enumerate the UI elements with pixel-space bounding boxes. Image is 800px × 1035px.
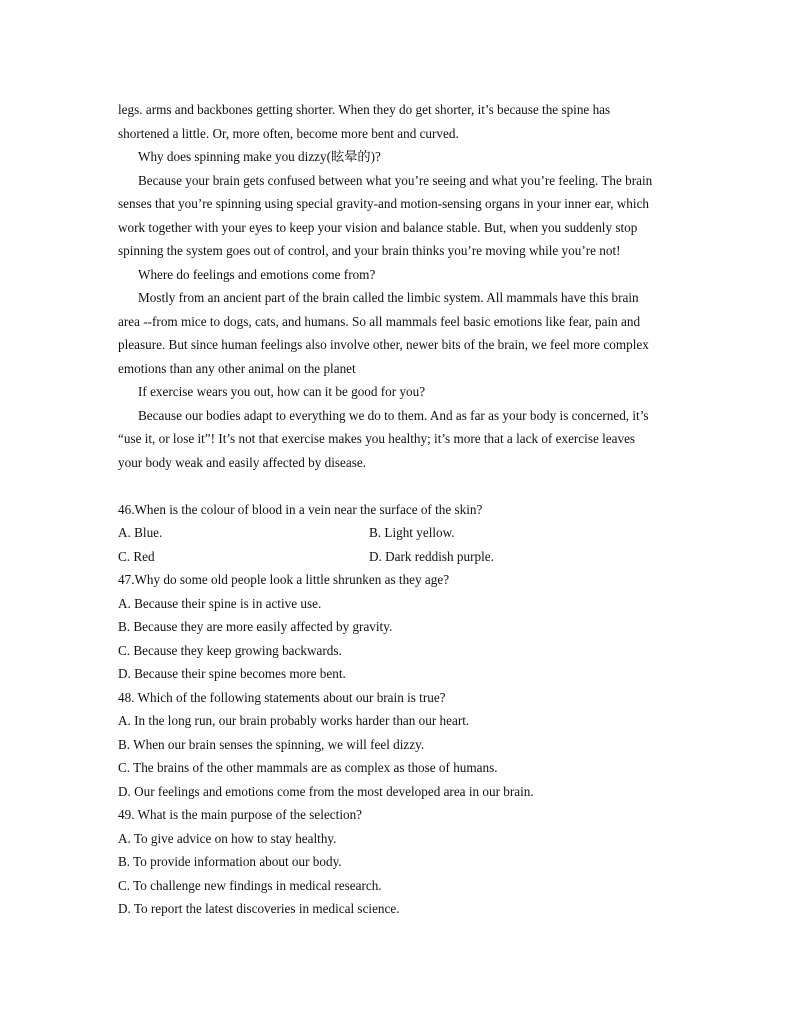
passage-line: pleasure. But since human feelings also involve other, newer bits of the brain, we feel more complex: [118, 337, 649, 352]
document-page: [118, 98, 684, 921]
option-a: A. Blue.: [118, 525, 163, 540]
option-c: C. To challenge new findings in medical research.: [118, 877, 382, 893]
option-d: D. To report the latest discoveries in medical science.: [118, 901, 400, 916]
passage-line: Mostly from an ancient part of the brain called the limbic system. All mammals have this brain: [138, 290, 639, 305]
passage-line: senses that you’re spinning using special gravity-and motion-sensing organs in your inner ear, which: [118, 196, 650, 211]
question-stem: 48. Which of the following statements about our brain is true?: [118, 689, 446, 705]
question-46: [118, 498, 684, 569]
option-b: B. When our brain senses the spinning, we will feel dizzy.: [118, 736, 425, 752]
passage-line: your body weak and easily affected by disease.: [118, 454, 367, 470]
question-47: [118, 568, 684, 686]
subheading-feelings: Where do feelings and emotions come from?: [138, 266, 376, 282]
question-stem: 46.When is the colour of blood in a vein near the surface of the skin?: [118, 501, 483, 517]
option-row: [118, 521, 684, 545]
question-stem: 49. What is the main purpose of the selection?: [118, 807, 363, 822]
question-48: [118, 686, 684, 804]
option-a: A. Because their spine is in active use.: [118, 595, 322, 611]
option-c: C. Red: [118, 548, 155, 564]
question-stem: 47.Why do some old people look a little shrunken as they age?: [118, 572, 450, 587]
passage: [118, 98, 684, 474]
option-c: C. The brains of the other mammals are as complex as those of humans.: [118, 760, 498, 775]
option-row: [118, 545, 684, 569]
passage-line: area --from mice to dogs, cats, and humans. So all mammals feel basic emotions like fear, pain and: [118, 313, 641, 329]
passage-line: Because your brain gets confused between what you’re seeing and what you’re feeling. The brain: [138, 172, 653, 188]
section-gap: [118, 474, 684, 498]
question-49: [118, 803, 684, 921]
option-a: A. In the long run, our brain probably works harder than our heart.: [118, 713, 470, 728]
option-b: B. Because they are more easily affected by gravity.: [118, 619, 393, 634]
option-c: C. Because they keep growing backwards.: [118, 642, 342, 658]
option-d: D. Because their spine becomes more bent.: [118, 666, 346, 681]
passage-line: “use it, or lose it”! It’s not that exercise makes you healthy; it’s more that a lack of exercise leaves: [118, 431, 636, 446]
option-b: B. To provide information about our body.: [118, 854, 342, 869]
option-a: A. To give advice on how to stay healthy.: [118, 830, 337, 846]
passage-line: legs. arms and backbones getting shorter. When they do get shorter, it’s because the spine has: [118, 102, 611, 117]
option-d: D. Dark reddish purple.: [369, 548, 494, 564]
passage-line: emotions than any other animal on the planet: [118, 360, 356, 376]
subheading-exercise: If exercise wears you out, how can it be good for you?: [138, 384, 426, 399]
passage-line: spinning the system goes out of control, and your brain thinks you’re moving while you’re not!: [118, 243, 621, 258]
subheading-spinning: Why does spinning make you dizzy(眩晕的)?: [138, 149, 381, 164]
passage-line: shortened a little. Or, more often, become more bent and curved.: [118, 125, 459, 141]
option-b: B. Light yellow.: [369, 525, 455, 540]
option-d: D. Our feelings and emotions come from the most developed area in our brain.: [118, 783, 534, 799]
passage-line: Because our bodies adapt to everything we do to them. And as far as your body is concerned, it’s: [138, 407, 649, 423]
passage-line: work together with your eyes to keep your vision and balance stable. But, when you suddenly stop: [118, 219, 638, 235]
